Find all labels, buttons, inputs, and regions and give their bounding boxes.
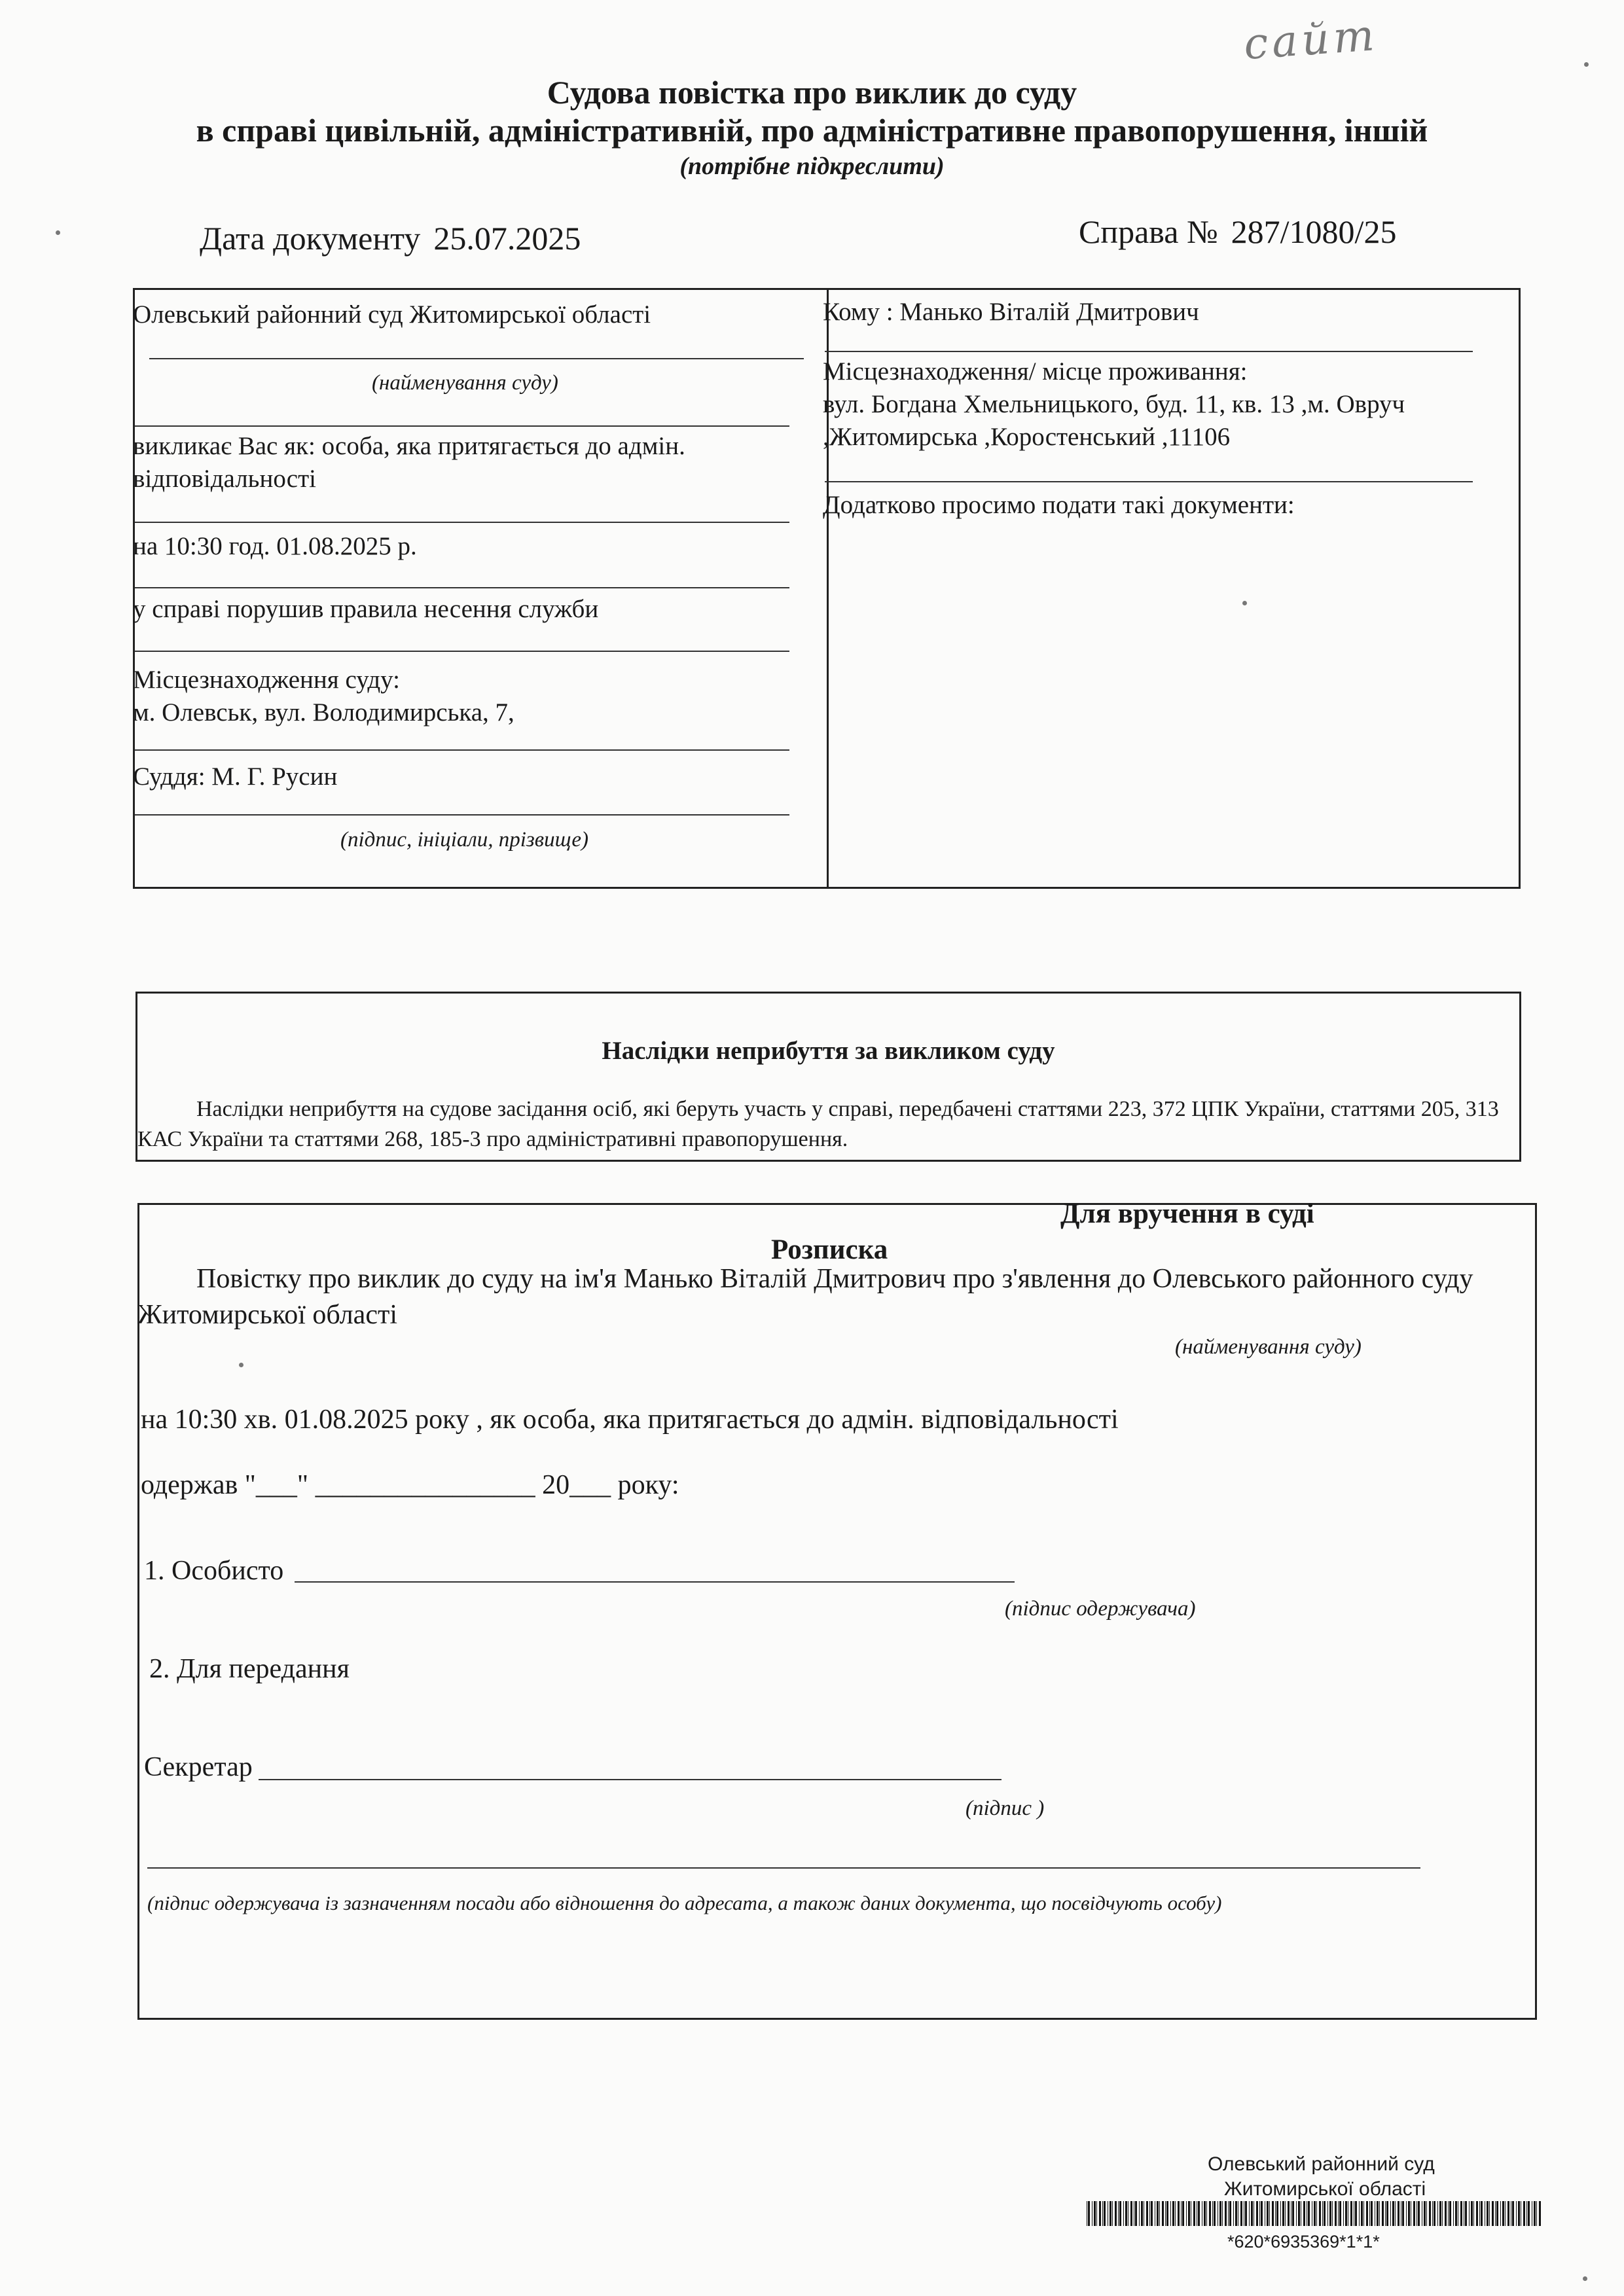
barcode-bar — [1319, 2201, 1321, 2226]
barcode-bar — [1338, 2201, 1339, 2226]
barcode-bar — [1398, 2201, 1399, 2226]
document-date-label: Дата документу — [200, 220, 421, 257]
document-date-value: 25.07.2025 — [433, 220, 581, 257]
barcode-bar — [1094, 2201, 1096, 2226]
barcode-bar — [1272, 2201, 1274, 2226]
barcode-bar — [1329, 2201, 1331, 2226]
barcode-bar — [1406, 2201, 1407, 2226]
barcode-number: *620*6935369*1*1* — [1227, 2232, 1380, 2251]
barcode-bar — [1366, 2201, 1368, 2226]
barcode-bar — [1166, 2201, 1168, 2226]
barcode-bar — [1350, 2201, 1352, 2226]
case-matter: у справі порушив правила несення служби — [133, 595, 599, 623]
barcode-bar — [1130, 2201, 1132, 2226]
receipt-title: Розписка — [771, 1234, 888, 1265]
barcode-bar — [1282, 2201, 1284, 2226]
barcode-bar — [1327, 2201, 1328, 2226]
barcode-bar — [1186, 2201, 1187, 2226]
separator-line — [825, 351, 1473, 352]
court-name-line — [149, 358, 804, 359]
barcode-bar — [1526, 2201, 1527, 2226]
barcode-bar — [1099, 2201, 1101, 2226]
barcode-bar — [1233, 2201, 1234, 2226]
footer-court-line-2: Житомирської області — [1224, 2178, 1426, 2200]
barcode-bar — [1355, 2201, 1357, 2226]
barcode-bar — [1429, 2201, 1431, 2226]
barcode-bar — [1261, 2201, 1263, 2226]
barcode-bar — [1125, 2201, 1127, 2226]
residence-label: Місцезнаходження/ місце проживання: — [823, 357, 1248, 386]
barcode-bar — [1512, 2201, 1514, 2226]
document-date — [200, 219, 581, 257]
case-number-value: 287/1080/25 — [1231, 213, 1397, 250]
barcode-bar — [1379, 2201, 1380, 2226]
barcode-bar — [1204, 2201, 1206, 2226]
barcode-bar — [1102, 2201, 1103, 2226]
scan-speck — [56, 230, 60, 235]
residence-line-1: вул. Богдана Хмельницького, буд. 11, кв. 13 ,м. Овруч — [823, 390, 1405, 418]
barcode-bar — [1175, 2201, 1176, 2226]
barcode-bar — [1112, 2201, 1113, 2226]
secretary-label: Секретар — [144, 1752, 253, 1782]
court-location-label: Місцезнаходження суду: — [133, 666, 400, 694]
barcode-bar — [1471, 2201, 1473, 2226]
barcode-bar — [1285, 2201, 1286, 2226]
title-hint: (потрібне підкреслити) — [679, 152, 945, 180]
barcode-bar — [1139, 2201, 1140, 2226]
barcode-bar — [1395, 2201, 1396, 2226]
receipt-line-2: на 10:30 хв. 01.08.2025 року , як особа, яка притягається до адмін. відповідальності — [141, 1405, 1119, 1435]
barcode-bar — [1437, 2201, 1438, 2226]
extra-documents: Додатково просимо подати такі документи: — [823, 491, 1295, 519]
barcode-bar — [1434, 2201, 1435, 2226]
barcode-bar — [1104, 2201, 1106, 2226]
receipt-court-caption: (найменування суду) — [1175, 1335, 1362, 1359]
separator-line — [135, 425, 789, 427]
barcode-bar — [1322, 2201, 1323, 2226]
barcode-bar — [1469, 2201, 1470, 2226]
barcode-bar — [1296, 2201, 1297, 2226]
barcode-bar — [1172, 2201, 1174, 2226]
barcode-bar — [1151, 2201, 1153, 2226]
barcode-bar — [1259, 2201, 1260, 2226]
barcode-bar — [1314, 2201, 1316, 2226]
barcode-bar — [1335, 2201, 1337, 2226]
handwritten-note: сайт — [1242, 9, 1380, 70]
barcode-bar — [1096, 2201, 1097, 2226]
barcode-bar — [1361, 2201, 1363, 2226]
barcode-bar — [1502, 2201, 1504, 2226]
barcode-bar — [1159, 2201, 1160, 2226]
barcode-bar — [1343, 2201, 1344, 2226]
barcode-bar — [1413, 2201, 1415, 2226]
barcode-bar — [1416, 2201, 1417, 2226]
barcode-bar — [1345, 2201, 1347, 2226]
barcode-bar — [1088, 2201, 1090, 2226]
barcode-bar — [1245, 2201, 1247, 2226]
barcode-bar — [1181, 2201, 1182, 2226]
barcode-bar — [1473, 2201, 1474, 2226]
barcode-bar — [1219, 2201, 1221, 2226]
barcode-bar — [1385, 2201, 1386, 2226]
bottom-signature-line — [147, 1867, 1420, 1869]
barcode-bar — [1249, 2201, 1250, 2226]
barcode-bar — [1489, 2201, 1490, 2226]
case-number — [1079, 213, 1396, 251]
court-location: м. Олевськ, вул. Володимирська, 7, — [133, 698, 514, 726]
receipt-line-1: Повістку про виклик до суду на ім'я Манько Віталій Дмитрович про з'явлення до Олевського районного суду — [196, 1264, 1473, 1294]
barcode-bar — [1377, 2201, 1379, 2226]
barcode-bar — [1455, 2201, 1457, 2226]
barcode-bar — [1445, 2201, 1447, 2226]
barcode-bar — [1222, 2201, 1223, 2226]
barcode-bar — [1386, 2201, 1388, 2226]
barcode-bar — [1276, 2201, 1278, 2226]
barcode-bar — [1487, 2201, 1489, 2226]
court-name: Олевський районний суд Житомирської області — [133, 300, 651, 329]
barcode-bar — [1523, 2201, 1525, 2226]
barcode-bar — [1539, 2201, 1541, 2226]
barcode-bar — [1182, 2201, 1184, 2226]
recipient: Кому : Манько Віталій Дмитрович — [823, 298, 1199, 326]
separator-line — [135, 522, 789, 523]
barcode-bar — [1251, 2201, 1253, 2226]
barcode-bar — [1432, 2201, 1433, 2226]
barcode-bar — [1193, 2201, 1195, 2226]
barcode-bar — [1518, 2201, 1520, 2226]
barcode-bar — [1534, 2201, 1536, 2226]
scan-speck — [239, 1363, 244, 1367]
summoned-as: викликає Вас як: особа, яка притягається до адмін. — [133, 432, 685, 460]
barcode-bar — [1516, 2201, 1517, 2226]
barcode-bar — [1292, 2201, 1294, 2226]
residence-line-2: ,Житомирська ,Коростенський ,11106 — [823, 423, 1231, 451]
barcode-bar — [1324, 2201, 1326, 2226]
barcode-bar — [1228, 2201, 1229, 2226]
barcode-bar — [1110, 2201, 1111, 2226]
barcode-bar — [1495, 2201, 1496, 2226]
barcode-bar — [1298, 2201, 1300, 2226]
barcode-bar — [1157, 2201, 1159, 2226]
barcode-bar — [1476, 2201, 1478, 2226]
barcode-bar — [1256, 2201, 1258, 2226]
judge: Суддя: М. Г. Русин — [133, 762, 338, 791]
barcode-bar — [1528, 2201, 1530, 2226]
page-subtitle: в справі цивільній, адміністративній, про адміністративне правопорушення, іншій — [196, 112, 1428, 149]
judge-caption: (підпис, ініціали, прізвище) — [340, 828, 589, 852]
barcode-bar — [1303, 2201, 1305, 2226]
barcode-bar — [1390, 2201, 1391, 2226]
barcode-bar — [1188, 2201, 1190, 2226]
barcode-bar — [1453, 2201, 1454, 2226]
secretary-caption: (підпис ) — [965, 1797, 1045, 1820]
barcode-bar — [1496, 2201, 1498, 2226]
barcode-bar — [1382, 2201, 1384, 2226]
barcode-bar — [1371, 2201, 1373, 2226]
footer-court-line-1: Олевський районний суд — [1208, 2153, 1435, 2175]
barcode-bar — [1363, 2201, 1364, 2226]
barcode-bar — [1449, 2201, 1451, 2226]
hearing-time: на 10:30 год. 01.08.2025 р. — [133, 532, 417, 560]
barcode-bar — [1118, 2201, 1119, 2226]
barcode-bar — [1275, 2201, 1276, 2226]
barcode-bar — [1308, 2201, 1310, 2226]
barcode-bar — [1426, 2201, 1427, 2226]
barcode-bar — [1229, 2201, 1231, 2226]
barcode-bar — [1479, 2201, 1480, 2226]
barcode-bar — [1206, 2201, 1207, 2226]
barcode-bar — [1135, 2201, 1137, 2226]
court-name-caption: (найменування суду) — [372, 371, 558, 395]
barcode-bar — [1439, 2201, 1441, 2226]
received-date: одержав "___" ________________ 20___ року: — [141, 1470, 679, 1500]
consequences-text: Наслідки неприбуття на судове засідання осіб, які беруть участь у справі, передбачені статтями 223, 372 ЦПК України, статтями 205, 313 КАС України та статтями 268, 185-3 про адміністративні правопорушення. — [137, 1097, 1499, 1151]
barcode-bar — [1460, 2201, 1462, 2226]
barcode-bar — [1170, 2201, 1171, 2226]
barcode-bar — [1209, 2201, 1211, 2226]
barcode-bar — [1316, 2201, 1317, 2226]
receipt-header: Для вручення в суді — [1060, 1198, 1314, 1229]
barcode-bar — [1507, 2201, 1509, 2226]
barcode-bar — [1392, 2201, 1394, 2226]
scan-speck — [1584, 62, 1589, 67]
barcode-bar — [1339, 2201, 1341, 2226]
personally-caption: (підпис одержувача) — [1005, 1597, 1196, 1621]
barcode-bar — [1141, 2201, 1143, 2226]
personally-label: 1. Особисто — [144, 1556, 284, 1586]
summoned-as-continued: відповідальності — [133, 465, 316, 493]
barcode-bar — [1212, 2201, 1213, 2226]
barcode-bar — [1418, 2201, 1420, 2226]
barcode-bar — [1402, 2201, 1404, 2226]
barcode-bar — [1448, 2201, 1449, 2226]
barcode-bar — [1240, 2201, 1242, 2226]
barcode-bar — [1119, 2201, 1121, 2226]
barcode-bar — [1225, 2201, 1227, 2226]
barcode-bar — [1146, 2201, 1148, 2226]
transfer-label: 2. Для передання — [149, 1654, 350, 1684]
barcode-bar — [1149, 2201, 1150, 2226]
barcode-bar — [1267, 2201, 1269, 2226]
separator-line — [135, 651, 789, 652]
barcode — [1087, 2201, 1545, 2226]
barcode-bar — [1536, 2201, 1537, 2226]
separator-line — [135, 587, 789, 588]
separator-line — [135, 749, 789, 751]
separator-line — [135, 814, 789, 816]
barcode-bar — [1165, 2201, 1166, 2226]
barcode-bar — [1115, 2201, 1117, 2226]
barcode-bar — [1505, 2201, 1506, 2226]
page-title: Судова повістка про виклик до суду — [547, 74, 1077, 111]
case-number-label: Справа № — [1079, 213, 1218, 250]
barcode-bar — [1424, 2201, 1426, 2226]
barcode-bar — [1178, 2201, 1180, 2226]
barcode-bar — [1235, 2201, 1237, 2226]
personally-signature-line — [295, 1581, 1015, 1583]
barcode-bar — [1465, 2201, 1467, 2226]
separator-line — [825, 481, 1473, 482]
barcode-bar — [1269, 2201, 1270, 2226]
barcode-bar — [1500, 2201, 1501, 2226]
barcode-bar — [1198, 2201, 1200, 2226]
bottom-caption: (підпис одержувача із зазначенням посади або відношення до адресата, а також даних документа, що посвідчують особу) — [147, 1892, 1222, 1914]
scan-speck — [1242, 601, 1247, 605]
barcode-bar — [1162, 2201, 1164, 2226]
barcode-bar — [1369, 2201, 1370, 2226]
receipt-line-1b: Житомирської області — [137, 1300, 397, 1330]
barcode-bar — [1359, 2201, 1360, 2226]
barcode-bar — [1288, 2201, 1290, 2226]
barcode-bar — [1408, 2201, 1410, 2226]
barcode-bar — [1442, 2201, 1443, 2226]
barcode-bar — [1214, 2201, 1216, 2226]
barcode-bar — [1492, 2201, 1494, 2226]
secretary-signature-line — [259, 1779, 1001, 1780]
barcode-bar — [1332, 2201, 1333, 2226]
consequences-title: Наслідки неприбуття за викликом суду — [602, 1037, 1055, 1065]
barcode-bar — [1280, 2201, 1281, 2226]
barcode-bar — [1481, 2201, 1483, 2226]
scan-speck — [1583, 2276, 1587, 2281]
barcode-bar — [1123, 2201, 1124, 2226]
